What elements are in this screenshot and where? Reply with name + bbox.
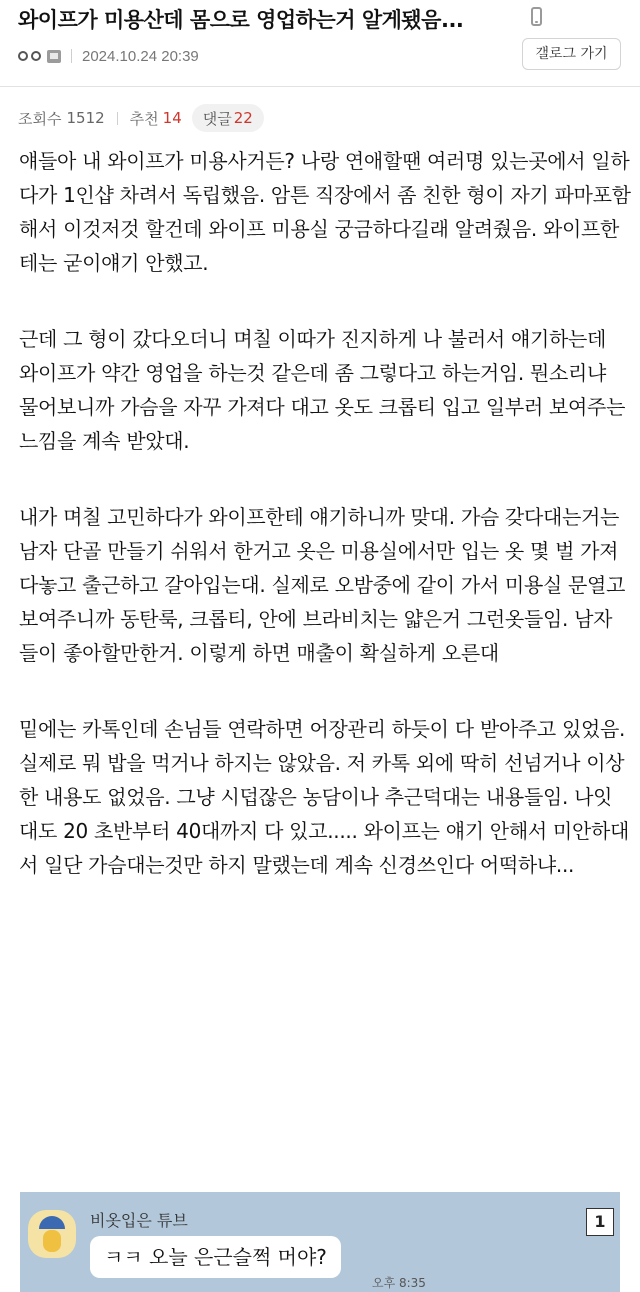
- anonymous-nick-icon[interactable]: [31, 51, 41, 61]
- post-header: [0, 0, 640, 86]
- body-paragraph: 근데 그 형이 갔다오더니 며칠 이따가 진지하게 나 불러서 얘기하는데 와이프가 약간 영업을 하는것 같은데 좀 그렇다고 하는거임. 뭔소리냐 물어보니까 가슴을 자꾸 가져다 대고 옷도 크롭티 입고 일부러 보여주는 느낌을 계속 받았대.: [19, 327, 626, 453]
- body-paragraph: 얘들아 내 와이프가 미용사거든? 나랑 연애할땐 여러명 있는곳에서 일하다가 1인샵 차려서 독립했음. 암튼 직장에서 좀 친한 형이 자기 파마포함해서 이것저것 할건데 와이프 미용실 궁금하다길래 알려줬음. 와이프한테는 굳이얘기 안했고.: [19, 149, 631, 275]
- kakao-screenshot-image: [20, 1192, 620, 1292]
- avatar: [28, 1210, 76, 1258]
- post-body: [19, 144, 631, 882]
- views-count: 1512: [66, 109, 105, 127]
- gallog-button[interactable]: 갤로그 가기: [522, 38, 621, 70]
- views-label: 조회수: [18, 109, 62, 128]
- divider: [0, 86, 640, 87]
- recommend-label: 추천: [129, 109, 159, 128]
- chat-time: 오후 8:35: [372, 1276, 426, 1290]
- body-paragraph: 내가 며칠 고민하다가 와이프한테 얘기하니까 맞대. 가슴 갖다대는거는 남자 단골 만들기 쉬워서 한거고 옷은 미용실에서만 입는 옷 몇 벌 가져다놓고 출근하고 갈아입는대. 실제로 오밤중에 같이 가서 미용실 문열고 보여주니까 동탄룩, 크롭티, 안에 브라비치는 얇은거 그런옷들임. 남자들이 좋아할만한거. 이렇게 하면 매출이 확실하게 오른대: [19, 505, 626, 665]
- chat-bubble: ㅋㅋ 오늘 은근슬쩍 머야?: [90, 1236, 341, 1278]
- fixed-nick-badge-icon: [47, 50, 61, 63]
- comments-count: 22: [233, 109, 253, 127]
- anonymous-nick-icon[interactable]: [18, 51, 28, 61]
- unread-count-badge: 1: [586, 1208, 614, 1236]
- post-stats: [18, 104, 264, 132]
- chat-sender-name: 비옷입은 튜브: [90, 1211, 188, 1230]
- recommend-count: 14: [162, 109, 182, 127]
- mobile-icon: [531, 7, 542, 26]
- body-paragraph: 밑에는 카톡인데 손님들 연락하면 어장관리 하듯이 다 받아주고 있었음. 실제로 뭐 밥을 먹거나 하지는 않았음. 저 카톡 외에 딱히 선넘거나 이상한 내용도 없었음. 그냥 시덥잖은 농담이나 추근덕대는 내용들임. 나잇대도 20 초반부터 40대까지 다 있고..... 와이프는 얘기 안해서 미안하대서 일단 가슴대는것만 하지 말랬는데 계속 신경쓰인다 어떡하냐...: [19, 717, 630, 877]
- comments-label: 댓글: [202, 109, 232, 128]
- post-title: 와이프가 미용산데 몸으로 영업하는거 알게됐음...: [18, 8, 464, 32]
- character-icon: [43, 1230, 61, 1252]
- post-date: 2024.10.24 20:39: [82, 47, 199, 65]
- author-meta: [18, 44, 199, 68]
- comments-button[interactable]: [192, 104, 264, 132]
- umbrella-icon: [39, 1216, 65, 1229]
- divider: [117, 112, 118, 125]
- divider: [71, 49, 72, 63]
